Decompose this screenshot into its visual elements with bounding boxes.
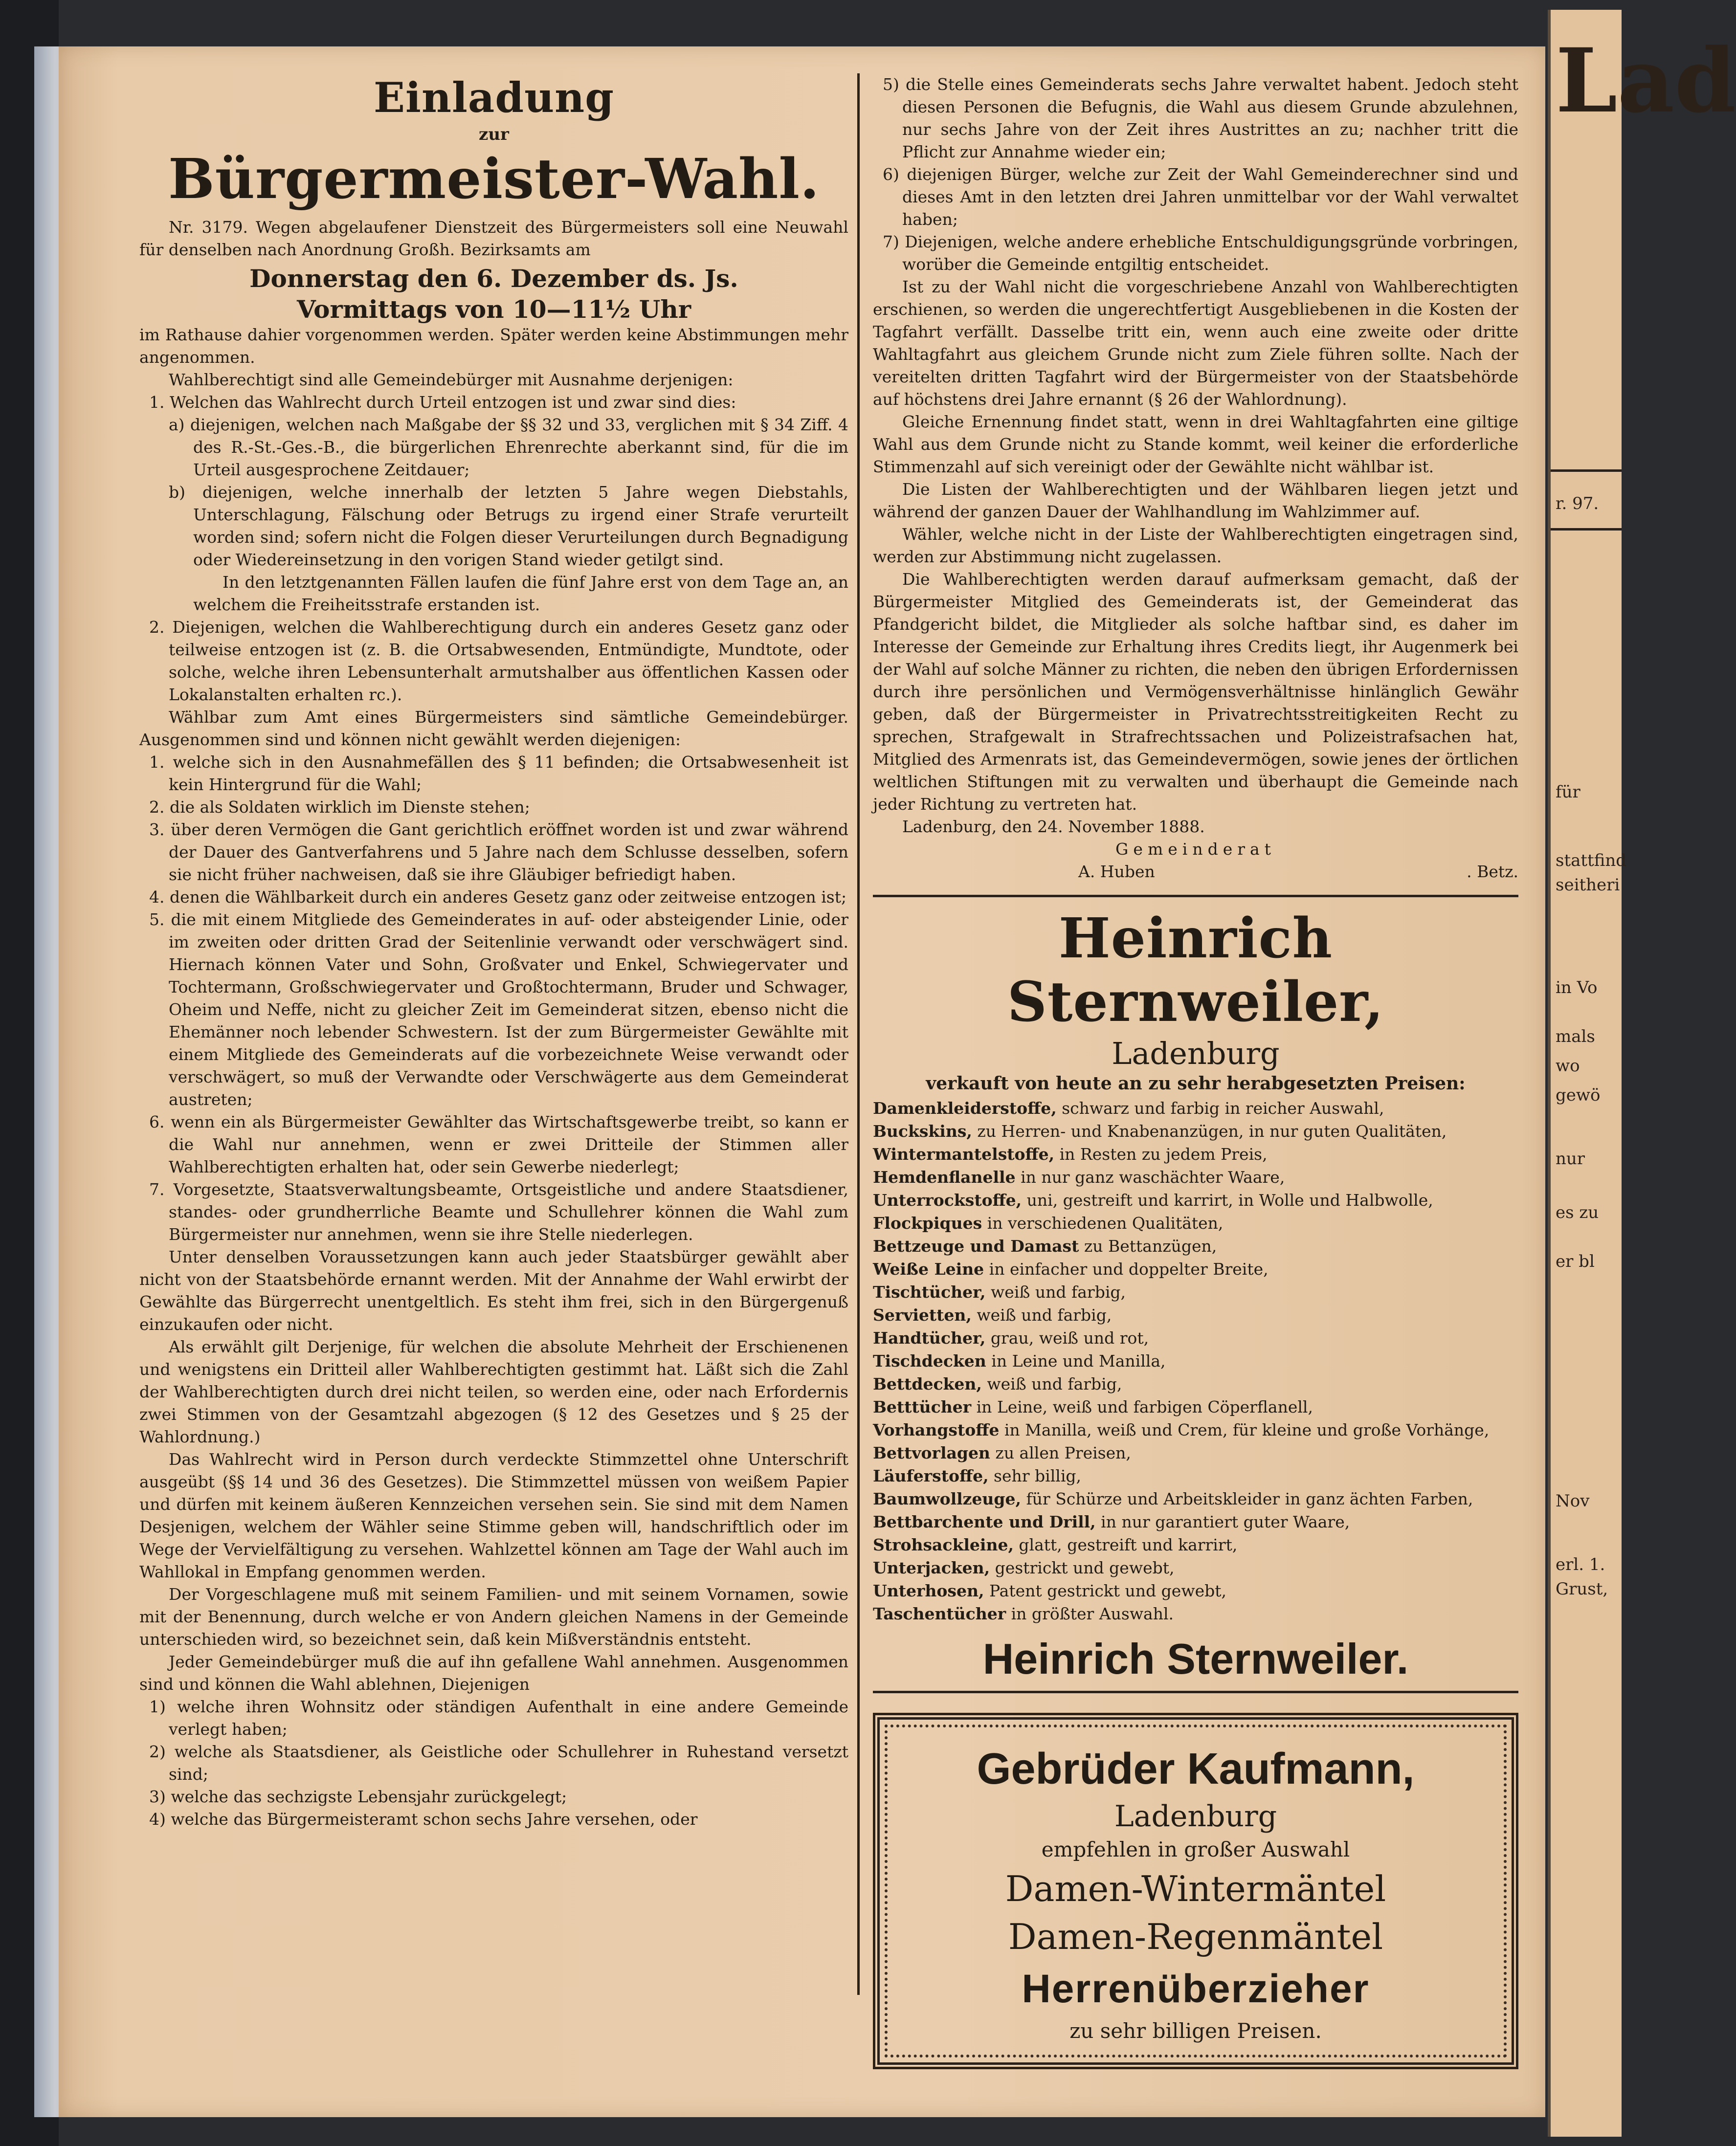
sternweiler-item-desc: in Leine und Manilla,	[986, 1351, 1166, 1371]
sternweiler-item-name: Buckskins,	[873, 1122, 972, 1141]
adjacent-rule	[1551, 528, 1622, 531]
sternweiler-item	[873, 1395, 1518, 1418]
sternweiler-item-name: Bettzeuge und Damast	[873, 1237, 1079, 1256]
kaufmann-line: empfehlen in großer Auswahl	[1041, 1837, 1350, 1861]
sternweiler-item	[873, 1304, 1518, 1327]
adjacent-fragment: Nov	[1556, 1491, 1590, 1511]
sternweiler-item	[873, 1235, 1518, 1258]
notice-item: 1. welche sich in den Ausnahmefällen des § 11 befinden; die Ortsabwesenheit ist kein Hintergrund für die Wahl;	[149, 752, 848, 794]
section-rule	[873, 895, 1518, 897]
notice-item: 3. über deren Vermögen die Gant gerichtlich eröffnet worden ist und zwar während der Dauer des Gantverfahrens und 5 Jahre nach dem Schlusse desselben, sofern sie nicht früher nachweisen, daß sie ihre Gläubiger befriedigt haben.	[149, 820, 848, 884]
adjacent-fragment: für	[1556, 782, 1580, 802]
sternweiler-item	[873, 1487, 1518, 1510]
sternweiler-item-desc: weiß und farbig,	[981, 1374, 1122, 1394]
sternweiler-item-list	[873, 1097, 1518, 1625]
election-time: Vormittags von 10—11½ Uhr	[296, 295, 691, 324]
kaufmann-ad	[873, 1713, 1518, 2069]
adjacent-page	[1548, 10, 1736, 2137]
sternweiler-item	[873, 1327, 1518, 1350]
sternweiler-item-name: Betttücher	[873, 1397, 972, 1416]
sternweiler-item-name: Flockpiques	[873, 1214, 982, 1233]
sternweiler-item	[873, 1418, 1518, 1441]
sternweiler-item-name: Taschentücher	[873, 1604, 1006, 1623]
notice-subitem: a) diejenigen, welchen nach Maßgabe der §§ 32 und 33, verglichen mit § 34 Ziff. 4 des R.-St.-Ges.-B., die bürgerlichen Ehrenrechte aberkannt sind, für die im Urteil ausgesprochene Zeitdauer;	[169, 415, 848, 479]
sternweiler-item-name: Bettdecken,	[873, 1374, 982, 1394]
sternweiler-item-desc: für Schürze und Arbeitskleider in ganz ächten Farben,	[1021, 1489, 1473, 1508]
sternweiler-item-desc: sehr billig,	[988, 1466, 1081, 1485]
election-notice	[139, 73, 848, 1831]
sternweiler-item	[873, 1258, 1518, 1281]
notice-item: 4. denen die Wählbarkeit durch ein anderes Gesetz ganz oder zeitweise entzogen ist;	[149, 887, 847, 907]
notice-item: 1. Welchen das Wahlrecht durch Urteil entzogen ist und zwar sind dies:	[149, 393, 736, 412]
sternweiler-item	[873, 1281, 1518, 1304]
column-divider	[857, 73, 860, 1995]
right-column	[873, 73, 1518, 2069]
sternweiler-item	[873, 1143, 1518, 1166]
adjacent-fragment: erl. 1.	[1556, 1555, 1605, 1574]
sternweiler-item-desc: schwarz und farbig in reicher Auswahl,	[1056, 1099, 1384, 1118]
sternweiler-item-name: Weiße Leine	[873, 1260, 984, 1279]
sternweiler-item-name: Tischdecken	[873, 1351, 986, 1371]
sternweiler-town: Ladenburg	[1112, 1036, 1280, 1071]
notice-paragraph: Ist zu der Wahl nicht die vorgeschriebene Anzahl von Wahlberechtigten erschienen, so werden die ungerechtfertigt Ausgebliebenen in die Kosten der Tagfahrt verfällt. Dasselbe tritt ein, wenn auch eine zweite oder dritte Wahltagfahrt aus gleichem Grunde nicht zum Ziele führen sollte. Nach der vereitelten dritten Tagfahrt wird der Bürgermeister von der Staatsbehörde auf höchstens drei Jahre ernannt (§ 26 der Wahlordnung).	[873, 277, 1518, 409]
adjacent-fragment: nur	[1556, 1149, 1585, 1169]
adjacent-rule	[1551, 469, 1622, 472]
sternweiler-item-name: Damenkleiderstoffe,	[873, 1099, 1057, 1118]
sternweiler-item-desc: grau, weiß und rot,	[985, 1328, 1149, 1348]
sternweiler-item-name: Tischtücher,	[873, 1283, 986, 1302]
sternweiler-name: Heinrich Sternweiler,	[1007, 907, 1384, 1034]
sternweiler-item-desc: glatt, gestreift und karrirt,	[1013, 1535, 1238, 1554]
sternweiler-item-name: Hemdenflanelle	[873, 1168, 1016, 1187]
sternweiler-item-name: Vorhangstoffe	[873, 1420, 1000, 1439]
sternweiler-subtitle: verkauft von heute an zu sehr herabgesetzten Preisen:	[926, 1073, 1466, 1094]
adjacent-fragment: es zu	[1556, 1203, 1599, 1222]
notice-paragraph: Der Vorgeschlagene muß mit seinem Familien- und mit seinem Vornamen, sowie mit der Benennung, durch welche er von Andern gleichen Namens in der Gemeinde unterschieden wird, so bezeichnet sein, daß kein Mißverständnis entsteht.	[139, 1585, 848, 1649]
notice-item: 6) diejenigen Bürger, welche zur Zeit der Wahl Gemeinderechner sind und dieses Amt in den letzten drei Jahren unmittelbar vor der Wahl verwaltet haben;	[883, 165, 1518, 229]
notice-item: 2) welche als Staatsdiener, als Geistliche oder Schullehrer in Ruhestand versetzt sind;	[149, 1742, 848, 1784]
kaufmann-item: Damen-Regenmäntel	[1008, 1916, 1383, 1957]
notice-item: 2. Diejenigen, welchen die Wahlberechtigung durch ein anderes Gesetz ganz oder teilweise entzogen ist (z. B. die Ortsabwesenden, Entmündigte, Mundtote, oder solche, welche ihren Lebensunterhalt armutshalber aus öffentlichen Kassen oder Lokalanstalten erhalten rc.).	[149, 618, 848, 704]
wahlberechtigt-heading: Wahlberechtigt sind alle Gemeindebürger mit Ausnahme derjenigen:	[169, 370, 734, 389]
signature-right: . Betz.	[1467, 862, 1518, 881]
sternweiler-item	[873, 1189, 1518, 1212]
notice-item: 6. wenn ein als Bürgermeister Gewählter das Wirtschaftsgewerbe treibt, so kann er die Wahl nur annehmen, wenn er zwei Dritteile der Stimmen aller Wahlberechtigten erhalten hat, oder sein Gewerbe niederlegt;	[149, 1112, 848, 1176]
notice-paragraph: Als erwählt gilt Derjenige, für welchen die absolute Mehrheit der Erschienenen und wenigstens ein Dritteil aller Wahlberechtigten gestimmt hat. Läßt sich die Zahl der Wahlberechtigten durch drei nicht teilen, so werden eine, oder nach Erfordernis zwei Stimmen von der Gesamtzahl abgezogen (§ 12 des Gesetzes und § 25 der Wahlordnung.)	[139, 1337, 848, 1446]
notice-paragraph: Wähler, welche nicht in der Liste der Wahlberechtigten eingetragen sind, werden zur Abstimmung nicht zugelassen.	[873, 525, 1518, 566]
sternweiler-item	[873, 1097, 1518, 1120]
sternweiler-item	[873, 1510, 1518, 1533]
notice-item: 7) Diejenigen, welche andere erhebliche Entschuldigungsgründe vorbringen, worüber die Gemeinde entgiltig entscheidet.	[883, 232, 1518, 274]
sternweiler-item-name: Bettvorlagen	[873, 1443, 990, 1462]
sternweiler-item-desc: in einfacher und doppelter Breite,	[984, 1260, 1269, 1279]
sternweiler-item	[873, 1602, 1518, 1625]
sternweiler-item	[873, 1350, 1518, 1372]
kaufmann-item: Damen-Wintermäntel	[1005, 1868, 1386, 1909]
sternweiler-item-name: Unterhosen,	[873, 1581, 984, 1600]
sternweiler-item-desc: zu Bettanzügen,	[1079, 1237, 1217, 1256]
election-date: Donnerstag den 6. Dezember ds. Js.	[249, 264, 738, 293]
sternweiler-item-desc: Patent gestrickt und gewebt,	[984, 1581, 1226, 1600]
sternweiler-item-desc: in nur garantiert guter Waare,	[1095, 1512, 1350, 1531]
sternweiler-item	[873, 1556, 1518, 1579]
sternweiler-item-desc: in Leine, weiß und farbigen Cöperflanell,	[971, 1397, 1313, 1416]
notice-authority: Gemeinderat	[1115, 840, 1276, 859]
sternweiler-item-desc: weiß und farbig,	[971, 1305, 1112, 1325]
notice-item: 7. Vorgesetzte, Staatsverwaltungsbeamte, Ortsgeistliche und andere Staatsdiener, standes- oder grundherrliche Beamte und Schullehrer können die Wahl zum Bürgermeister nur annehmen, wenn sie ihre Stelle niederlegen.	[149, 1180, 848, 1244]
sternweiler-item-name: Baumwollzeuge,	[873, 1489, 1021, 1508]
sternweiler-item	[873, 1441, 1518, 1464]
notice-paragraph: im Rathause dahier vorgenommen werden. Später werden keine Abstimmungen mehr angenommen.	[139, 325, 848, 367]
kaufmann-price: zu sehr billigen Preisen.	[1069, 2019, 1322, 2043]
sternweiler-item	[873, 1212, 1518, 1235]
adjacent-fragment: wo	[1556, 1056, 1580, 1076]
sternweiler-item	[873, 1464, 1518, 1487]
notice-title: Einladung	[374, 73, 614, 122]
sternweiler-item-name: Strohsackleine,	[873, 1535, 1014, 1554]
notice-item: 5) die Stelle eines Gemeinderats sechs Jahre verwaltet habent. Jedoch steht diesen Personen die Befugnis, die Wahl aus diesem Grunde abzulehnen, nur sechs Jahre von der Zeit ihres Austrittes an zu; nachher tritt die Pflicht zur Annahme wieder ein;	[883, 75, 1518, 161]
kaufmann-town: Ladenburg	[1114, 1799, 1277, 1834]
sternweiler-item-name: Servietten,	[873, 1305, 972, 1325]
notice-headline: Bürgermeister-Wahl.	[168, 147, 820, 211]
sternweiler-item	[873, 1579, 1518, 1602]
notice-subitem: b) diejenigen, welche innerhalb der letzten 5 Jahre wegen Diebstahls, Unterschlagung, Fälschung oder Betrugs zu irgend einer Strafe verurteilt worden sind; sofern nicht die Folgen dieser Verurteilungen durch Begnadigung oder Wiedereinsetzung in den vorigen Stand wieder getilgt sind.	[169, 483, 848, 569]
sternweiler-item	[873, 1533, 1518, 1556]
sternweiler-item-desc: weiß und farbig,	[985, 1283, 1126, 1302]
adjacent-fragment: gewö	[1556, 1085, 1601, 1105]
adjacent-fragment: stattfind	[1556, 851, 1627, 870]
sternweiler-item-desc: in verschiedenen Qualitäten,	[982, 1214, 1224, 1233]
notice-item: 2. die als Soldaten wirklich im Dienste stehen;	[149, 797, 530, 817]
notice-intro: Nr. 3179. Wegen abgelaufener Dienstzeit des Bürgermeisters soll eine Neuwahl für denselben nach Anordnung Großh. Bezirksamts am	[139, 218, 848, 259]
sternweiler-item-name: Handtücher,	[873, 1328, 986, 1348]
adjacent-issue: r. 97.	[1556, 494, 1599, 513]
sternweiler-item	[873, 1120, 1518, 1143]
notice-paragraph: Gleiche Ernennung findet statt, wenn in drei Wahltagfahrten eine giltige Wahl aus dem Grunde nicht zu Stande kommt, weil keiner die erforderliche Stimmenzahl auf sich vereinigt oder der Gewählte nicht wählbar ist.	[873, 412, 1518, 476]
kaufmann-name: Gebrüder Kaufmann,	[977, 1745, 1415, 1793]
section-rule	[873, 1691, 1518, 1693]
sternweiler-item-desc: zu allen Preisen,	[990, 1443, 1131, 1462]
sternweiler-item-desc: gestrickt und gewebt,	[990, 1558, 1175, 1577]
adjacent-fragment: in Vo	[1556, 978, 1598, 997]
sternweiler-item-name: Bettbarchente und Drill,	[873, 1512, 1096, 1531]
adjacent-fragment: mals	[1556, 1027, 1595, 1046]
sternweiler-item-desc: in nur ganz waschächter Waare,	[1015, 1168, 1285, 1187]
adjacent-fragment: Grust,	[1556, 1579, 1608, 1599]
kaufmann-item-highlight: Herrenüberzieher	[1022, 1967, 1370, 2011]
notice-paragraph: Die Listen der Wahlberechtigten und der Wählbaren liegen jetzt und während der ganzen Dauer der Wahlhandlung im Wahlzimmer auf.	[873, 480, 1518, 521]
sternweiler-item-name: Unterrockstoffe,	[873, 1191, 1022, 1210]
notice-paragraph: Die Wahlberechtigten werden darauf aufmerksam gemacht, daß der Bürgermeister Mitglied des Gemeinderats ist, der Gemeinderat das Pfandgericht bildet, die Mitglieder als solche haftbar sind, es daher im Interesse der Gemeinde zur Erhaltung ihres Credits liegt, ihr Augenmerk bei der Wahl auf solche Männer zu richten, die neben den übrigen Erfordernissen durch ihre persönlichen und Vermögensverhältnisse hinlänglich Gewähr geben, daß der Bürgermeister in Privatrechtsstreitigkeiten Recht zu sprechen, Strafgewalt in Strafrechtssachen und Polizeistrafsachen hat, Mitglied des Armenrats ist, das Gemeindevermögen, sowie jenes der örtlichen weltlichen Stiftungen mit zu verwalten und überhaupt die Gemeinde nach jeder Richtung zu vertreten hat.	[873, 570, 1518, 814]
notice-zur: zur	[479, 125, 509, 144]
sternweiler-item	[873, 1372, 1518, 1395]
notice-subitem: In den letztgenannten Fällen laufen die fünf Jahre erst von dem Tage an, an welchem die Freiheitsstrafe erstanden ist.	[193, 573, 848, 614]
notice-item: 3) welche das sechzigste Lebensjahr zurückgelegt;	[149, 1787, 567, 1806]
notice-paragraph: Unter denselben Voraussetzungen kann auch jeder Staatsbürger gewählt aber nicht von der Staatsbehörde ernannt werden. Mit der Annahme der Wahl erwirbt der Gewählte das Bürgerrecht unentgeltlich. Es steht ihm frei, sich in den Bürgergenuß einzukaufen oder nicht.	[139, 1247, 848, 1334]
sternweiler-footer: Heinrich Sternweiler.	[982, 1635, 1409, 1683]
sternweiler-item-desc: uni, gestreift und karrirt, in Wolle und Halbwolle,	[1022, 1191, 1433, 1210]
notice-item: 4) welche das Bürgermeisteramt schon sechs Jahre versehen, oder	[149, 1810, 698, 1829]
sternweiler-item-name: Wintermantelstoffe,	[873, 1145, 1055, 1164]
sternweiler-item	[873, 1166, 1518, 1189]
adjacent-fragment: er bl	[1556, 1252, 1595, 1271]
sternweiler-ad	[873, 907, 1518, 1684]
sternweiler-item-name: Unterjacken,	[873, 1558, 990, 1577]
adjacent-fragment: seitheri	[1556, 875, 1620, 895]
notice-item: 1) welche ihren Wohnsitz oder ständigen Aufenthalt in eine andere Gemeinde verlegt haben;	[149, 1697, 848, 1739]
sternweiler-item-desc: in Manilla, weiß und Crem, für kleine und große Vorhänge,	[999, 1420, 1490, 1439]
adjacent-masthead: Lad	[1556, 29, 1736, 133]
sternweiler-item-name: Läuferstoffe,	[873, 1466, 989, 1485]
sternweiler-item-desc: in Resten zu jedem Preis,	[1054, 1145, 1268, 1164]
waehlbar-heading: Wählbar zum Amt eines Bürgermeisters sind sämtliche Gemeindebürger. Ausgenommen sind und können nicht gewählt werden diejenigen:	[139, 708, 848, 749]
notice-paragraph: Das Wahlrecht wird in Person durch verdeckte Stimmzettel ohne Unterschrift ausgeübt (§§ 14 und 36 des Gesetzes). Die Stimmzettel müssen von weißem Papier und dürfen mit keinem äußeren Kennzeichen versehen sein. Sie sind mit dem Namen Desjenigen, welchem der Wähler seine Stimme geben will, handschriftlich oder im Wege der Vervielfältigung zu versehen. Wahlzettel können am Tage der Wahl auch im Wahllokal in Empfang genommen werden.	[139, 1450, 848, 1581]
notice-place-date: Ladenburg, den 24. November 1888.	[902, 817, 1205, 836]
sternweiler-item-desc: zu Herren- und Knabenanzügen, in nur guten Qualitäten,	[972, 1122, 1447, 1141]
signature-name: A. Huben	[1078, 862, 1155, 881]
notice-item: 5. die mit einem Mitgliede des Gemeinderates in auf- oder absteigender Linie, oder im zweiten oder dritten Grad der Seitenlinie verwandt oder verschwägert sind. Hiernach können Vater und Sohn, Großvater und Enkel, Schwiegervater und Tochtermann, Großschwiegervater und Großtochtermann, Bruder und Schwager, Oheim und Neffe, nicht zu gleicher Zeit im Gemeinderat sitzen, ebenso nicht die Ehemänner noch lebender Schwestern. Ist der zum Bürgermeister Gewählte mit einem Mitgliede des Gemeinderats auf die vorbezeichnete Weise verwandt oder verschwägert, so muß der Verwandte oder Verschwägerte aus dem Gemeinderat austreten;	[149, 910, 848, 1109]
sternweiler-item-desc: in größter Auswahl.	[1006, 1604, 1174, 1623]
notice-paragraph: Jeder Gemeindebürger muß die auf ihn gefallene Wahl annehmen. Ausgenommen sind und können die Wahl ablehnen, Diejenigen	[139, 1652, 848, 1694]
notice-signatures	[873, 861, 1518, 883]
